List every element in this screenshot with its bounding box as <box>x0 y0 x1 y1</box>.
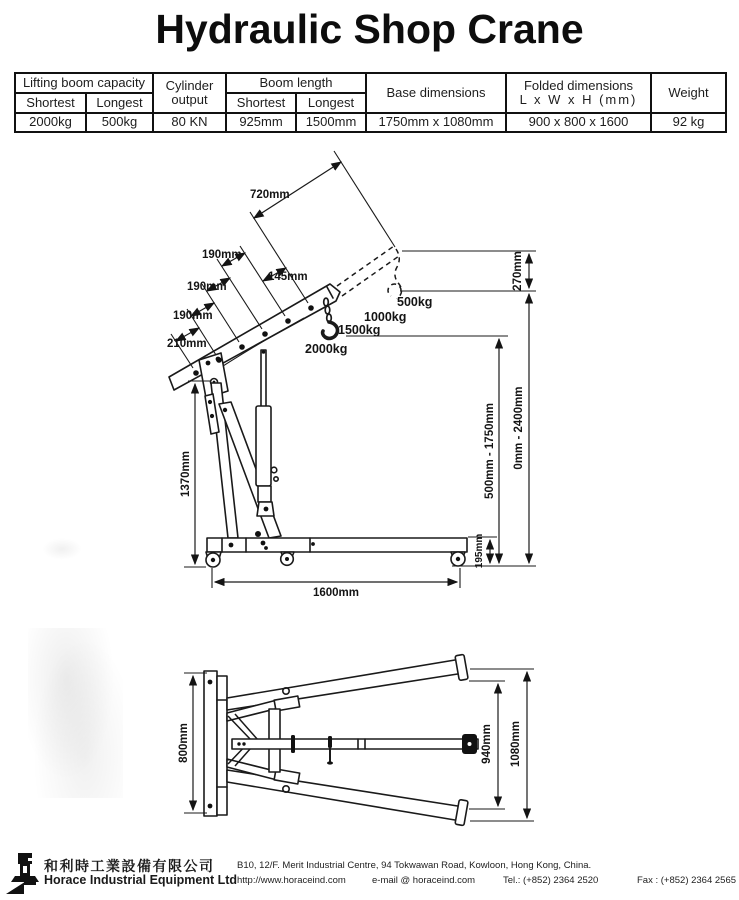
boom-extended-dashed <box>337 246 402 299</box>
company-phone: Tel.: (+852) 2364 2520 <box>503 875 599 886</box>
company-address: B10, 12/F. Merit Industrial Centre, 94 Tokwawan Road, Kowloon, Hong Kong, China. <box>237 860 592 871</box>
dim-label-190mm-top: 190mm <box>202 249 242 261</box>
dim-label-940mm: 940mm <box>481 724 493 764</box>
dim-label-145mm: 145mm <box>268 271 308 283</box>
dim-label-1080mm: 1080mm <box>510 720 522 768</box>
company-name-english: Horace Industrial Equipment Ltd <box>44 873 238 887</box>
header-base-dimensions: Base dimensions <box>366 73 506 113</box>
footer <box>0 850 739 900</box>
company-fax: Fax : (+852) 2364 2565 <box>637 875 737 886</box>
value-boom-shortest: 925mm <box>226 113 296 132</box>
base-frame <box>207 531 467 552</box>
dim-label-lift-range: 500mm - 1750mm <box>484 403 496 499</box>
folded-dims-line1: Folded dimensions <box>523 77 634 93</box>
company-email: e-mail @ horaceind.com <box>372 875 476 886</box>
header-cylinder-output: Cylinder output <box>153 73 226 113</box>
capacity-label-2000kg: 2000kg <box>305 342 348 356</box>
hydraulic-cylinder <box>256 350 278 516</box>
dim-label-720mm: 720mm <box>250 189 290 201</box>
page-title: Hydraulic Shop Crane <box>155 6 584 52</box>
dim-label-1370mm: 1370mm <box>180 450 192 498</box>
dim-label-210mm: 210mm <box>167 338 207 350</box>
capacity-label-1500kg: 1500kg <box>338 323 381 337</box>
folded-dims-line2: L x W x H (mm) <box>519 92 638 107</box>
company-logo-icon <box>6 853 40 895</box>
subheader-boom-longest: Longest <box>296 93 366 113</box>
dim-label-1600mm: 1600mm <box>312 587 360 599</box>
capacity-label-1000kg: 1000kg <box>364 310 407 324</box>
header-lifting-capacity: Lifting boom capacity <box>15 73 153 93</box>
company-website: http://www.horaceind.com <box>237 875 346 886</box>
subheader-capacity-shortest: Shortest <box>15 93 86 113</box>
value-cylinder-output: 80 KN <box>153 113 226 132</box>
dim-label-270mm: 270mm <box>512 251 524 291</box>
value-capacity-longest: 500kg <box>86 113 153 132</box>
value-base-dimensions: 1750mm x 1080mm <box>366 113 506 132</box>
top-view-drawing <box>178 654 534 825</box>
capacity-label-500kg: 500kg <box>397 295 433 309</box>
subheader-capacity-longest: Longest <box>86 93 153 113</box>
rear-crossmember <box>204 671 227 816</box>
subheader-boom-shortest: Shortest <box>226 93 296 113</box>
side-view-drawing <box>167 151 536 599</box>
company-name-chinese: 和利時工業設備有限公司 <box>44 858 215 874</box>
header-weight: Weight <box>651 73 726 113</box>
dim-label-190mm-low: 190mm <box>173 310 213 322</box>
dim-label-800mm: 800mm <box>178 723 190 763</box>
value-boom-longest: 1500mm <box>296 113 366 132</box>
caster-wheels <box>206 552 465 567</box>
value-weight: 92 kg <box>651 113 726 132</box>
value-folded-dimensions: 900 x 800 x 1600 <box>506 113 651 132</box>
dim-label-195mm: 195mm <box>474 533 485 569</box>
header-boom-length: Boom length <box>226 73 366 93</box>
dim-label-190mm-mid: 190mm <box>187 281 227 293</box>
dim-label-total-range: 0mm - 2400mm <box>513 386 525 470</box>
value-capacity-shortest: 2000kg <box>15 113 86 132</box>
